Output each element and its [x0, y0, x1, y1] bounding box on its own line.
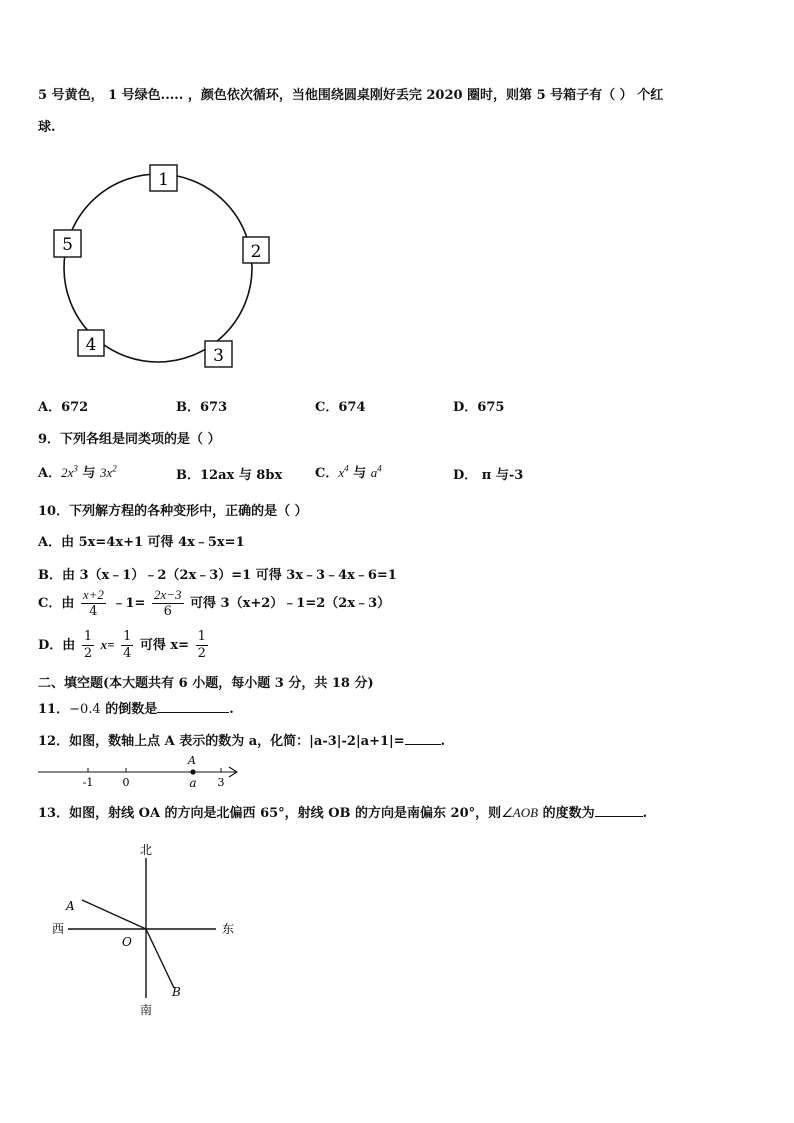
- q10-option-c: C．由 $\frac{x+2}{4}$ ﹣1= $\frac{2x-3}{6}$ 可得 3（x+2）﹣1=2（2x﹣3）: [38, 587, 391, 619]
- number-line: [36, 752, 246, 790]
- q12-answer-blank[interactable]: [405, 744, 441, 745]
- tick-label-neg1: -1: [82, 776, 94, 789]
- east-label: 东: [222, 922, 235, 936]
- box-5: [54, 230, 81, 257]
- south-label: 南: [139, 1003, 153, 1017]
- q10-option-b: B．由 3（x﹣1）﹣2（2x﹣3）=1 可得 3x﹣3﹣4x﹣6=1: [38, 568, 397, 583]
- q13-answer-blank[interactable]: [595, 816, 643, 817]
- box-3: [205, 341, 232, 367]
- point-a-value-label: a: [189, 776, 197, 790]
- q13-text: 13．如图，射线 OA 的方向是北偏西 65°，射线 OB 的方向是南偏东 20°，则∠AOB 的度数为 .: [38, 805, 648, 821]
- q11-text: 11．−0.4 的倒数是 .: [38, 702, 234, 717]
- q8-text-line1: 5 号黄色， 1 号绿色..... ，颜色依次循环，当他围绕圆桌刚好丢完 2020 圈时，则第 5 号箱子有（ ） 个红: [38, 88, 664, 103]
- circle-diagram: [40, 155, 290, 385]
- svg-text:2: 2: [250, 242, 262, 262]
- compass-diagram: [46, 838, 246, 1022]
- svg-text:5: 5: [62, 235, 73, 255]
- q8-option-d: D．675: [453, 400, 505, 415]
- q8-option-a: A．672: [38, 400, 89, 415]
- q10-option-d: D．由 $\frac{1}{2}$ x= $\frac{1}{4}$ 可得 x= $\frac{1}{2}$: [38, 629, 206, 661]
- q10-d-fraction-3: $\frac{1}{2}$: [197, 629, 206, 661]
- box-2: [243, 237, 269, 263]
- q10-option-a: A．由 5x=4x+1 可得 4x﹣5x=1: [38, 535, 245, 550]
- west-label: 西: [52, 922, 65, 936]
- point-o-label: O: [122, 935, 132, 949]
- q10-d-fraction-2: $\frac{1}{4}$: [123, 629, 132, 661]
- section-2-heading: 二、填空题(本大题共有 6 小题，每小题 3 分，共 18 分): [38, 676, 374, 691]
- svg-text:3: 3: [213, 346, 224, 366]
- ray-ob: [146, 929, 174, 988]
- tick-label-0: 0: [122, 776, 130, 789]
- q8-option-c: C．674: [315, 400, 366, 415]
- q9-option-c: C．$x^4$ 与 $a^4$: [315, 463, 382, 481]
- tick-label-3: 3: [217, 776, 225, 789]
- ray-oa: [82, 900, 146, 929]
- q10-d-fraction-1: $\frac{1}{2}$: [83, 629, 93, 661]
- q9-stem: 9．下列各组是同类项的是（ ）: [38, 432, 221, 447]
- q10-c-fraction-2: $\frac{2x-3}{6}$: [153, 587, 182, 619]
- box-1: [150, 165, 177, 191]
- q12-text: 12．如图，数轴上点 A 表示的数为 a，化简：|a-3|-2|a+1|= .: [38, 734, 446, 749]
- point-a-dot: [190, 769, 195, 774]
- q10-c-fraction-1: $\frac{x+2}{4}$: [82, 587, 104, 619]
- q9-option-a: A．$2x^3$ 与 $3x^2$: [38, 463, 117, 481]
- q10-stem: 10．下列解方程的各种变形中，正确的是（ ）: [38, 504, 308, 519]
- point-a-label: A: [188, 754, 196, 767]
- q8-text-line2: 球.: [38, 120, 56, 135]
- box-4: [78, 330, 104, 356]
- point-a-label: A: [66, 899, 75, 913]
- svg-text:4: 4: [85, 335, 97, 355]
- q9-option-d: D． π 与-3: [453, 468, 524, 483]
- north-label: 北: [139, 843, 153, 857]
- q11-answer-blank[interactable]: [157, 712, 229, 713]
- q8-option-b: B．673: [176, 400, 228, 415]
- q9-option-b: B．12ax 与 8bx: [176, 468, 283, 483]
- svg-text:1: 1: [158, 170, 169, 190]
- point-b-label: B: [172, 985, 181, 999]
